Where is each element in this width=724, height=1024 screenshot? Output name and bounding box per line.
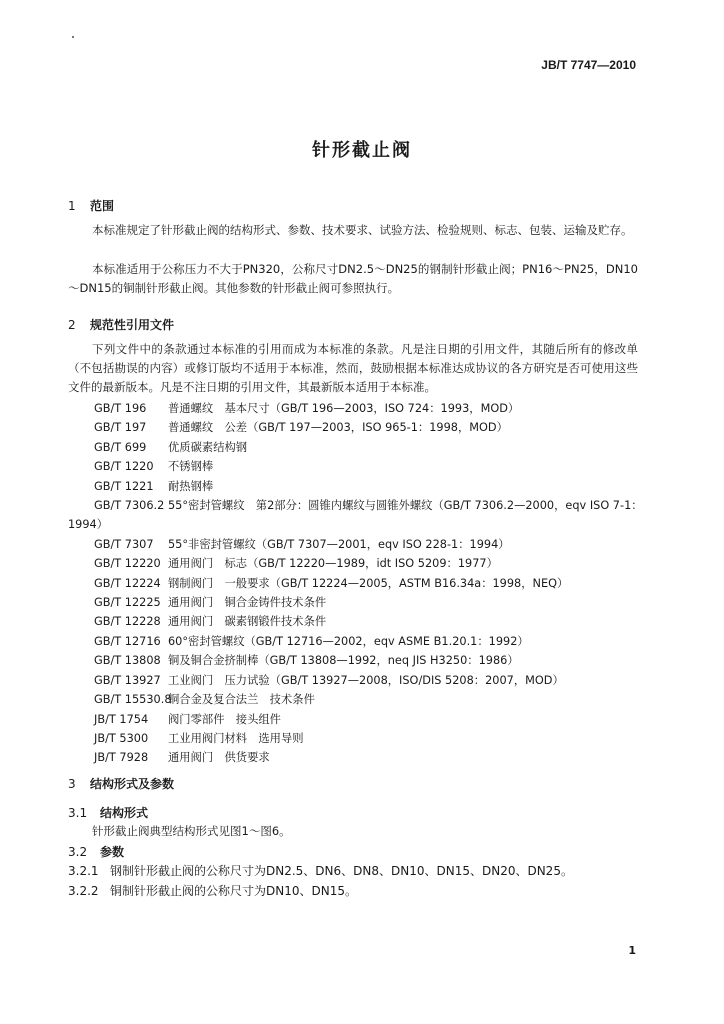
reference-code: GB/T 13927 — [94, 673, 161, 687]
reference-title: 工业用阀门材料 选用导则 — [168, 731, 304, 745]
reference-item — [68, 399, 643, 418]
reference-title: 60°密封管螺纹（GB/T 12716—2002，eqv ASME B1.20.1：1992） — [168, 634, 529, 648]
reference-code: JB/T 1754 — [94, 712, 149, 726]
reference-title: 通用阀门 铜合金铸件技术条件 — [168, 596, 327, 610]
clause-3-2-1 — [68, 862, 573, 879]
section-2-heading — [68, 316, 174, 333]
section-title: 范围 — [90, 199, 115, 213]
reference-title: 优质碳素结构钢 — [168, 440, 248, 454]
reference-code: GB/T 12225 — [94, 596, 161, 610]
clause-number: 3.2.1 — [68, 864, 99, 878]
reference-code: GB/T 12224 — [94, 576, 161, 590]
reference-item — [68, 554, 643, 573]
reference-code: GB/T 197 — [94, 421, 147, 435]
reference-title: 通用阀门 供货要求 — [168, 751, 270, 765]
reference-title: 铜及铜合金挤制棒（GB/T 13808—1992，neq JIS H3250：1986） — [168, 654, 519, 668]
section-number: 2 — [68, 318, 76, 332]
reference-item — [68, 651, 643, 670]
reference-title: 55°非密封管螺纹（GB/T 7307—2001，eqv ISO 228-1：1994） — [168, 537, 510, 551]
section-number: 3.2 — [68, 845, 88, 859]
reference-title: 钢制阀门 一般要求（GB/T 12224—2005，ASTM B16.34a：1998，NEQ） — [168, 576, 569, 590]
reference-item — [68, 535, 643, 554]
normative-references-list — [68, 399, 643, 768]
reference-item — [68, 671, 643, 690]
reference-item — [68, 612, 643, 631]
reference-code: GB/T 13808 — [94, 654, 161, 668]
reference-item — [68, 729, 643, 748]
page-title: 针形截止阀 — [312, 140, 412, 161]
section-title: 结构形式及参数 — [90, 777, 175, 791]
reference-item — [68, 496, 643, 535]
reference-code: GB/T 12220 — [94, 557, 161, 571]
section-number: 1 — [68, 199, 76, 213]
reference-code: GB/T 1220 — [94, 460, 154, 474]
section-number: 3 — [68, 777, 76, 791]
reference-code: GB/T 7307 — [94, 537, 154, 551]
reference-title: 通用阀门 标志（GB/T 12220—1989，idt ISO 5209：1977） — [168, 557, 498, 571]
clause-number: 3.2.2 — [68, 884, 99, 898]
reference-code: GB/T 7306.2 — [94, 499, 165, 513]
reference-title: 耐热钢棒 — [168, 479, 214, 493]
section-3-heading — [68, 775, 174, 792]
scan-speck — [72, 36, 74, 38]
section-title: 规范性引用文件 — [90, 318, 175, 332]
clause-text: 钢制针形截止阀的公称尺寸为DN2.5、DN6、DN8、DN10、DN15、DN20、DN25。 — [110, 864, 573, 878]
clause-text: 铜制针形截止阀的公称尺寸为DN10、DN15。 — [110, 884, 357, 898]
section-3-2-heading — [68, 843, 124, 860]
reference-code: JB/T 5300 — [94, 731, 149, 745]
reference-code: GB/T 1221 — [94, 479, 154, 493]
reference-code: GB/T 15530.8 — [94, 693, 172, 707]
references-intro-paragraph: 下列文件中的条款通过本标准的引用而成为本标准的条款。凡是注日期的引用文件，其随后所有的修改单（不包括勘误的内容）或修订版均不适用于本标准，然而，鼓励根据本标准达成协议的各方研究是否可使用这些文件的最新版本。凡是不注日期的引用文件，其最新版本适用于本标准。 — [68, 342, 638, 394]
reference-title: 阀门零部件 接头组件 — [168, 712, 281, 726]
reference-title: 通用阀门 碳素钢锻件技术条件 — [168, 615, 327, 629]
scope-paragraph-2: 本标准适用于公称压力不大于PN320，公称尺寸DN2.5～DN25的钢制针形截止阀；PN16～PN25，DN10～DN15的铜制针形截止阀。其他参数的针形截止阀可参照执行。 — [68, 262, 638, 295]
reference-title: 普通螺纹 公差（GB/T 197—2003，ISO 965-1：1998，MOD） — [168, 421, 508, 435]
reference-item — [68, 438, 643, 457]
scope-paragraph-1: 本标准规定了针形截止阀的结构形式、参数、技术要求、试验方法、检验规则、标志、包装、运输及贮存。 — [92, 223, 633, 237]
reference-code: JB/T 7928 — [94, 751, 149, 765]
reference-code: GB/T 12228 — [94, 615, 161, 629]
reference-item — [68, 457, 643, 476]
reference-item — [68, 418, 643, 437]
reference-item — [68, 690, 643, 709]
reference-item — [68, 593, 643, 612]
reference-item — [68, 477, 643, 496]
section-3-1-heading — [68, 804, 148, 821]
reference-code: GB/T 196 — [94, 402, 147, 415]
reference-title: 普通螺纹 基本尺寸（GB/T 196—2003，ISO 724：1993，MOD） — [168, 402, 520, 415]
reference-title: 工业阀门 压力试验（GB/T 13927—2008，ISO/DIS 5208：2007，MOD） — [168, 673, 564, 687]
page-number: 1 — [628, 944, 636, 957]
reference-title: 不锈钢棒 — [168, 460, 214, 474]
standard-code: JB/T 7747—2010 — [541, 58, 636, 72]
reference-item — [68, 632, 643, 651]
reference-title: 铜合金及复合法兰 技术条件 — [168, 693, 315, 707]
section-title: 结构形式 — [100, 806, 149, 820]
reference-code: GB/T 12716 — [94, 634, 161, 648]
reference-item — [68, 710, 643, 729]
reference-code: GB/T 699 — [94, 440, 147, 454]
section-1-heading — [68, 197, 114, 214]
reference-title: 55°密封管螺纹 第2部分：圆锥内螺纹与圆锥外螺纹（GB/T 7306.2—2000，eqv ISO 7-1：1994） — [68, 499, 643, 532]
section-title: 参数 — [100, 845, 125, 859]
clause-3-2-2 — [68, 882, 357, 899]
section-number: 3.1 — [68, 806, 88, 820]
reference-item — [68, 574, 643, 593]
reference-item — [68, 748, 643, 767]
structure-paragraph: 针形截止阀典型结构形式见图1～图6。 — [92, 824, 291, 838]
